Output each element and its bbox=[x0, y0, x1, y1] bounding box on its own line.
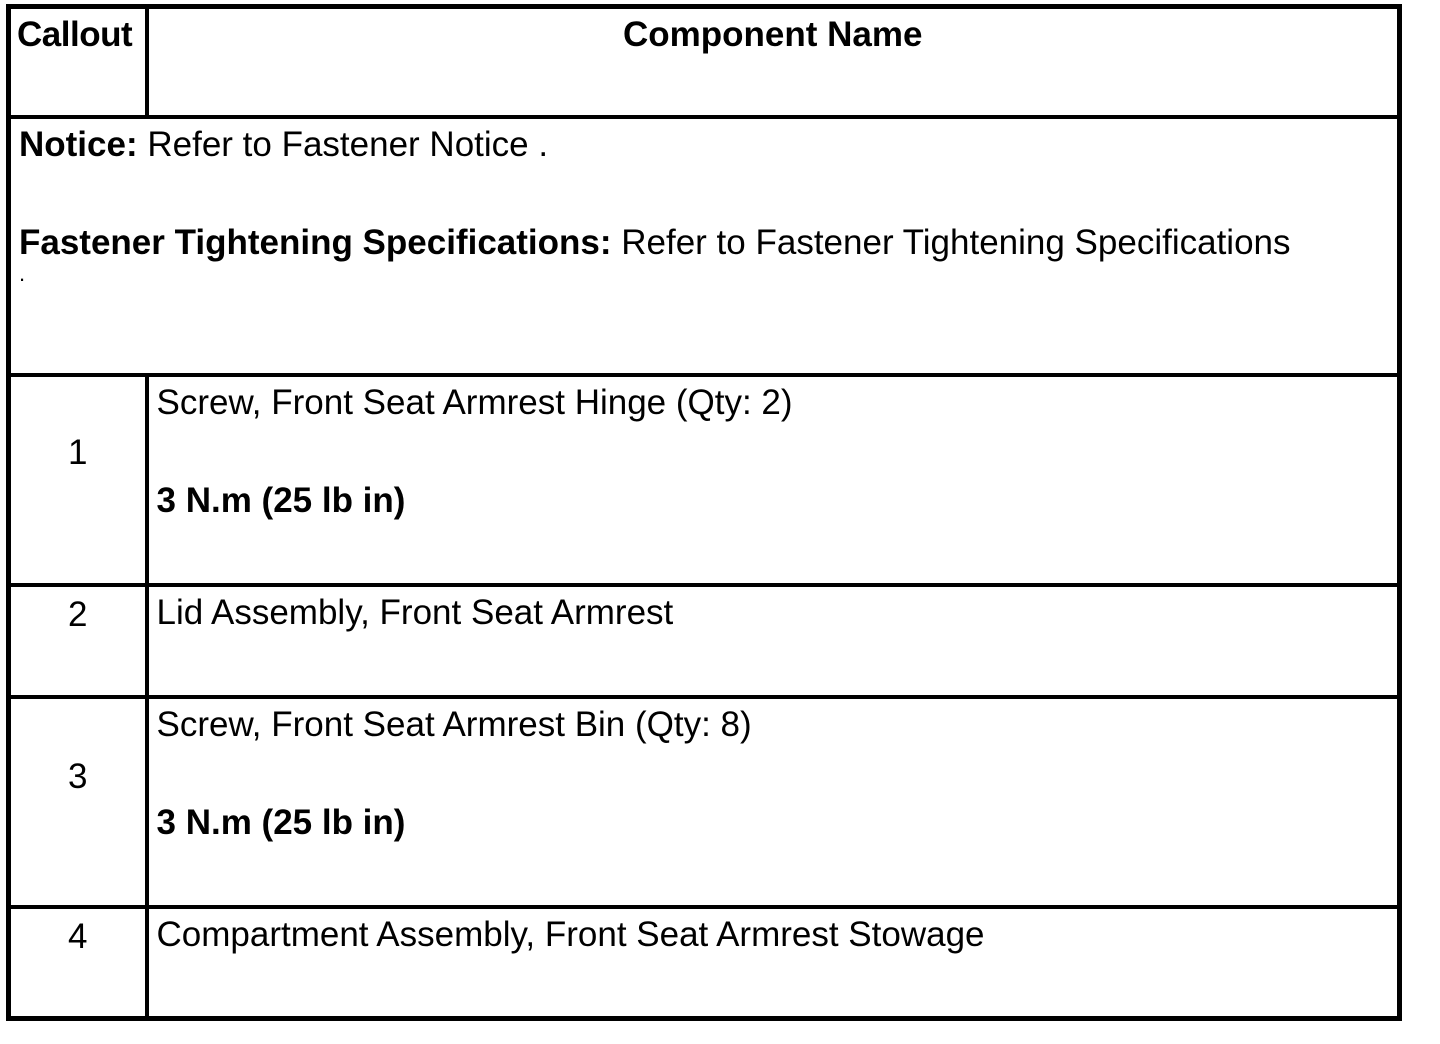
component-name: Lid Assembly, Front Seat Armrest bbox=[156, 592, 674, 632]
notice-cell bbox=[9, 117, 1400, 375]
component-cell bbox=[147, 697, 1400, 907]
component-cell bbox=[147, 907, 1400, 1019]
spec-text: Refer to Fastener Tightening Specifications bbox=[621, 222, 1291, 262]
header-callout: Callout bbox=[9, 7, 147, 117]
callout-number: 4 bbox=[9, 907, 147, 1019]
table-row bbox=[9, 585, 1400, 697]
table-row bbox=[9, 375, 1400, 585]
table-row bbox=[9, 907, 1400, 1019]
component-name: Compartment Assembly, Front Seat Armrest Stowage bbox=[156, 914, 985, 954]
table-header-row bbox=[9, 7, 1400, 117]
spec-label: Fastener Tightening Specifications: bbox=[19, 222, 612, 262]
component-cell bbox=[147, 585, 1400, 697]
callout-number: 2 bbox=[9, 585, 147, 697]
notice-text: Refer to Fastener Notice . bbox=[147, 124, 549, 164]
callout-number: 1 bbox=[9, 375, 147, 585]
header-component-name: Component Name bbox=[147, 7, 1400, 117]
notice-line bbox=[19, 125, 1389, 165]
notice-label: Notice: bbox=[19, 124, 138, 164]
callout-table bbox=[6, 4, 1402, 1021]
component-name: Screw, Front Seat Armrest Hinge (Qty: 2) bbox=[156, 382, 793, 422]
torque-spec: 3 N.m (25 lb in) bbox=[156, 480, 406, 520]
component-name: Screw, Front Seat Armrest Bin (Qty: 8) bbox=[156, 704, 752, 744]
spec-line bbox=[19, 223, 1389, 263]
component-cell bbox=[147, 375, 1400, 585]
callout-number: 3 bbox=[9, 697, 147, 907]
spec-period: . bbox=[19, 260, 26, 286]
notice-row bbox=[9, 117, 1400, 375]
torque-spec: 3 N.m (25 lb in) bbox=[156, 802, 406, 842]
table-row bbox=[9, 697, 1400, 907]
